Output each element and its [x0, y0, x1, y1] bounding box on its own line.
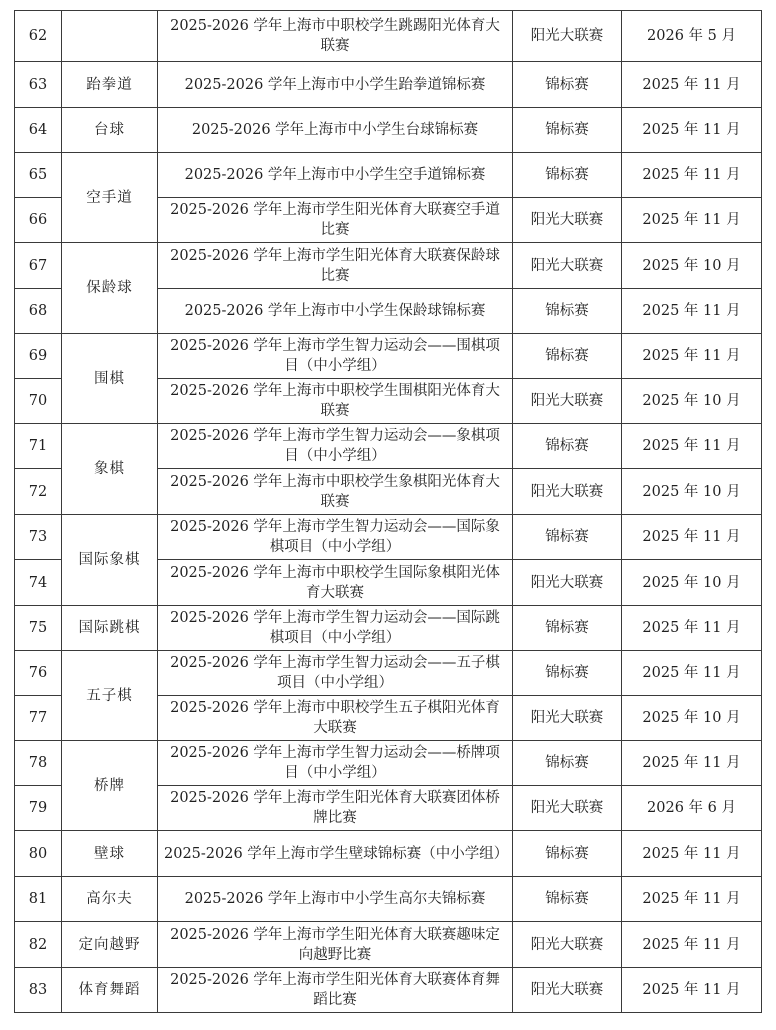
row-number: 83 [15, 968, 62, 1013]
row-number: 79 [15, 786, 62, 831]
competition-name: 2025-2026 学年上海市学生智力运动会——国际跳棋项目（中小学组） [158, 606, 513, 651]
row-number: 77 [15, 696, 62, 741]
competition-date: 2025 年 11 月 [622, 153, 762, 198]
competition-date: 2026 年 6 月 [622, 786, 762, 831]
competition-type: 阳光大联赛 [513, 198, 622, 243]
sport-cell: 象棋 [62, 424, 158, 515]
competition-date: 2025 年 11 月 [622, 922, 762, 968]
row-number: 63 [15, 62, 62, 108]
competition-name: 2025-2026 学年上海市学生阳光体育大联赛空手道比赛 [158, 198, 513, 243]
competition-type: 阳光大联赛 [513, 243, 622, 289]
competition-date: 2025 年 11 月 [622, 831, 762, 877]
row-number: 82 [15, 922, 62, 968]
row-number: 64 [15, 108, 62, 153]
competition-name: 2025-2026 学年上海市学生智力运动会——象棋项目（中小学组） [158, 424, 513, 469]
competition-name: 2025-2026 学年上海市学生阳光体育大联赛保龄球比赛 [158, 243, 513, 289]
table-row [15, 334, 762, 379]
competition-name: 2025-2026 学年上海市中小学生保龄球锦标赛 [158, 289, 513, 334]
competition-type: 阳光大联赛 [513, 560, 622, 606]
sport-cell: 高尔夫 [62, 877, 158, 922]
row-number: 72 [15, 469, 62, 515]
table-row [15, 606, 762, 651]
competition-date: 2025 年 11 月 [622, 741, 762, 786]
sport-cell: 定向越野 [62, 922, 158, 968]
competition-name: 2025-2026 学年上海市学生壁球锦标赛（中小学组） [158, 831, 513, 877]
competition-type: 阳光大联赛 [513, 968, 622, 1013]
competition-name: 2025-2026 学年上海市中职校学生国际象棋阳光体育大联赛 [158, 560, 513, 606]
table-row [15, 62, 762, 108]
table-row [15, 651, 762, 696]
competition-date: 2025 年 11 月 [622, 424, 762, 469]
competition-table [14, 10, 762, 1013]
table-row [15, 922, 762, 968]
competition-type: 阳光大联赛 [513, 469, 622, 515]
row-number: 78 [15, 741, 62, 786]
competition-type: 阳光大联赛 [513, 922, 622, 968]
competition-type: 锦标赛 [513, 62, 622, 108]
row-number: 70 [15, 379, 62, 424]
sport-cell [62, 11, 158, 62]
row-number: 62 [15, 11, 62, 62]
competition-date: 2025 年 10 月 [622, 243, 762, 289]
table-row [15, 831, 762, 877]
sport-cell: 跆拳道 [62, 62, 158, 108]
competition-type: 锦标赛 [513, 877, 622, 922]
sport-cell: 壁球 [62, 831, 158, 877]
competition-date: 2025 年 11 月 [622, 198, 762, 243]
competition-name: 2025-2026 学年上海市学生阳光体育大联赛体育舞蹈比赛 [158, 968, 513, 1013]
competition-name: 2025-2026 学年上海市中小学生空手道锦标赛 [158, 153, 513, 198]
table-row [15, 11, 762, 62]
competition-name: 2025-2026 学年上海市学生智力运动会——围棋项目（中小学组） [158, 334, 513, 379]
competition-type: 锦标赛 [513, 606, 622, 651]
competition-name: 2025-2026 学年上海市中小学生跆拳道锦标赛 [158, 62, 513, 108]
competition-name: 2025-2026 学年上海市学生智力运动会——国际象棋项目（中小学组） [158, 515, 513, 560]
competition-date: 2025 年 11 月 [622, 877, 762, 922]
competition-type: 阳光大联赛 [513, 11, 622, 62]
competition-date: 2025 年 10 月 [622, 379, 762, 424]
row-number: 73 [15, 515, 62, 560]
competition-name: 2025-2026 学年上海市学生阳光体育大联赛团体桥牌比赛 [158, 786, 513, 831]
competition-type: 锦标赛 [513, 153, 622, 198]
row-number: 81 [15, 877, 62, 922]
competition-date: 2026 年 5 月 [622, 11, 762, 62]
competition-type: 锦标赛 [513, 741, 622, 786]
row-number: 65 [15, 153, 62, 198]
table-row [15, 108, 762, 153]
sport-cell: 国际跳棋 [62, 606, 158, 651]
competition-type: 阳光大联赛 [513, 379, 622, 424]
table-row [15, 877, 762, 922]
competition-name: 2025-2026 学年上海市学生智力运动会——桥牌项目（中小学组） [158, 741, 513, 786]
sport-cell: 台球 [62, 108, 158, 153]
competition-type: 锦标赛 [513, 108, 622, 153]
competition-date: 2025 年 11 月 [622, 968, 762, 1013]
table-row [15, 153, 762, 198]
competition-name: 2025-2026 学年上海市中职校学生跳踢阳光体育大联赛 [158, 11, 513, 62]
competition-date: 2025 年 10 月 [622, 469, 762, 515]
competition-date: 2025 年 11 月 [622, 289, 762, 334]
table-row [15, 968, 762, 1013]
competition-name: 2025-2026 学年上海市中职校学生五子棋阳光体育大联赛 [158, 696, 513, 741]
table-row [15, 741, 762, 786]
competition-type: 锦标赛 [513, 651, 622, 696]
competition-name: 2025-2026 学年上海市学生阳光体育大联赛趣味定向越野比赛 [158, 922, 513, 968]
competition-date: 2025 年 11 月 [622, 62, 762, 108]
row-number: 69 [15, 334, 62, 379]
competition-date: 2025 年 11 月 [622, 108, 762, 153]
table-row [15, 515, 762, 560]
competition-date: 2025 年 11 月 [622, 334, 762, 379]
competition-name: 2025-2026 学年上海市学生智力运动会——五子棋项目（中小学组） [158, 651, 513, 696]
row-number: 74 [15, 560, 62, 606]
competition-date: 2025 年 11 月 [622, 606, 762, 651]
table-row [15, 243, 762, 289]
row-number: 68 [15, 289, 62, 334]
row-number: 76 [15, 651, 62, 696]
sport-cell: 围棋 [62, 334, 158, 424]
competition-type: 锦标赛 [513, 831, 622, 877]
sport-cell: 体育舞蹈 [62, 968, 158, 1013]
document-page [14, 10, 761, 1015]
competition-date: 2025 年 11 月 [622, 651, 762, 696]
competition-name: 2025-2026 学年上海市中小学生台球锦标赛 [158, 108, 513, 153]
competition-name: 2025-2026 学年上海市中职校学生象棋阳光体育大联赛 [158, 469, 513, 515]
competition-date: 2025 年 10 月 [622, 560, 762, 606]
sport-cell: 国际象棋 [62, 515, 158, 606]
sport-cell: 空手道 [62, 153, 158, 243]
sport-cell: 保龄球 [62, 243, 158, 334]
competition-date: 2025 年 10 月 [622, 696, 762, 741]
competition-type: 锦标赛 [513, 289, 622, 334]
competition-name: 2025-2026 学年上海市中小学生高尔夫锦标赛 [158, 877, 513, 922]
competition-name: 2025-2026 学年上海市中职校学生围棋阳光体育大联赛 [158, 379, 513, 424]
competition-type: 锦标赛 [513, 334, 622, 379]
row-number: 66 [15, 198, 62, 243]
sport-cell: 桥牌 [62, 741, 158, 831]
competition-type: 阳光大联赛 [513, 696, 622, 741]
row-number: 75 [15, 606, 62, 651]
competition-date: 2025 年 11 月 [622, 515, 762, 560]
competition-type: 阳光大联赛 [513, 786, 622, 831]
table-row [15, 424, 762, 469]
row-number: 80 [15, 831, 62, 877]
competition-type: 锦标赛 [513, 515, 622, 560]
sport-cell: 五子棋 [62, 651, 158, 741]
competition-type: 锦标赛 [513, 424, 622, 469]
row-number: 67 [15, 243, 62, 289]
row-number: 71 [15, 424, 62, 469]
